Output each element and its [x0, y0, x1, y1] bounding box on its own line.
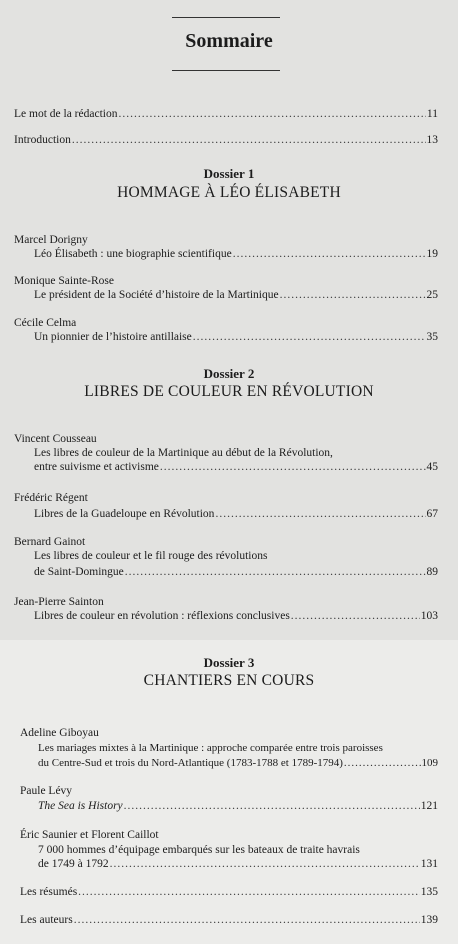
- page-number: 67: [426, 508, 438, 520]
- author-name: Cécile Celma: [14, 317, 77, 329]
- toc-entry[interactable]: [14, 108, 438, 120]
- toc-entry[interactable]: [38, 858, 438, 870]
- entry-label: Le mot de la rédaction: [14, 108, 118, 120]
- page-number: 35: [426, 331, 438, 343]
- toc-entry[interactable]: [20, 914, 438, 926]
- entry-label: Introduction: [14, 134, 71, 146]
- page-number: 121: [420, 800, 438, 812]
- entry-title-line: Les mariages mixtes à la Martinique : approche comparée entre trois paroisses: [38, 742, 383, 754]
- page-number: 89: [426, 566, 438, 578]
- toc-entry[interactable]: [38, 800, 438, 812]
- dossier-title: HOMMAGE À LÉO ÉLISABETH: [117, 184, 341, 201]
- author-name: Adeline Giboyau: [20, 727, 99, 739]
- leader-dots: [193, 331, 426, 343]
- toc-entry[interactable]: [34, 461, 438, 473]
- leader-dots: [215, 508, 425, 520]
- toc-entry[interactable]: [34, 289, 438, 301]
- top-rule: [172, 17, 280, 18]
- leader-dots: [124, 800, 420, 812]
- entry-title: The Sea is History: [38, 800, 123, 812]
- entry-title: entre suivisme et activisme: [34, 461, 159, 473]
- entry-title-line: 7 000 hommes d’équipage embarqués sur les bateaux de traite havrais: [38, 844, 360, 856]
- leader-dots: [233, 248, 426, 260]
- leader-dots: [74, 914, 420, 926]
- toc-entry[interactable]: [20, 886, 438, 898]
- author-name: Monique Sainte-Rose: [14, 275, 114, 287]
- page-title: Sommaire: [185, 30, 273, 52]
- entry-title: Léo Élisabeth : une biographie scientifique: [34, 248, 232, 260]
- leader-dots: [125, 566, 426, 578]
- leader-dots: [344, 757, 421, 769]
- author-name: Frédéric Régent: [14, 492, 88, 504]
- page-number: 45: [426, 461, 438, 473]
- author-name: Bernard Gainot: [14, 536, 86, 548]
- toc-entry[interactable]: [34, 566, 438, 578]
- toc-entry[interactable]: [34, 610, 438, 622]
- entry-title: Libres de la Guadeloupe en Révolution: [34, 508, 215, 520]
- toc-entry[interactable]: [38, 757, 438, 769]
- dossier-title: LIBRES DE COULEUR EN RÉVOLUTION: [84, 383, 374, 400]
- dossier-label: Dossier 1: [203, 166, 255, 181]
- entry-title-line: Les libres de couleur et le fil rouge des révolutions: [34, 550, 268, 562]
- leader-dots: [118, 108, 425, 120]
- entry-title: de Saint-Domingue: [34, 566, 124, 578]
- author-name: Éric Saunier et Florent Caillot: [20, 829, 159, 841]
- leader-dots: [110, 858, 420, 870]
- toc-entry[interactable]: [34, 331, 438, 343]
- entry-title-line: Les libres de couleur de la Martinique au début de la Révolution,: [34, 447, 333, 459]
- entry-label: Les auteurs: [20, 914, 73, 926]
- toc-entry[interactable]: [34, 508, 438, 520]
- leader-dots: [280, 289, 426, 301]
- entry-title: de 1749 à 1792: [38, 858, 109, 870]
- page-number: 109: [421, 757, 438, 769]
- toc-entry[interactable]: [34, 248, 438, 260]
- page-number: 135: [420, 886, 438, 898]
- page-number: 103: [420, 610, 438, 622]
- toc-entry[interactable]: [14, 134, 438, 146]
- entry-title: Libres de couleur en révolution : réflexions conclusives: [34, 610, 290, 622]
- author-name: Jean-Pierre Sainton: [14, 596, 104, 608]
- leader-dots: [291, 610, 420, 622]
- page-number: 25: [426, 289, 438, 301]
- leader-dots: [160, 461, 426, 473]
- author-name: Paule Lévy: [20, 785, 73, 797]
- page-number: 13: [426, 134, 438, 146]
- title-underline: [172, 70, 280, 71]
- author-name: Marcel Dorigny: [14, 234, 88, 246]
- page-number: 11: [426, 108, 438, 120]
- dossier-label: Dossier 3: [203, 655, 255, 670]
- author-name: Vincent Cousseau: [14, 433, 97, 445]
- entry-label: Les résumés: [20, 886, 78, 898]
- leader-dots: [72, 134, 426, 146]
- entry-title: Un pionnier de l’histoire antillaise: [34, 331, 192, 343]
- page-number: 19: [426, 248, 438, 260]
- page-number: 139: [420, 914, 438, 926]
- page-number: 131: [420, 858, 438, 870]
- entry-title: Le président de la Société d’histoire de la Martinique: [34, 289, 279, 301]
- entry-title: du Centre-Sud et trois du Nord-Atlantique (1783-1788 et 1789-1794): [38, 757, 343, 769]
- dossier-label: Dossier 2: [203, 366, 255, 381]
- dossier-title: CHANTIERS EN COURS: [143, 672, 315, 689]
- leader-dots: [78, 886, 420, 898]
